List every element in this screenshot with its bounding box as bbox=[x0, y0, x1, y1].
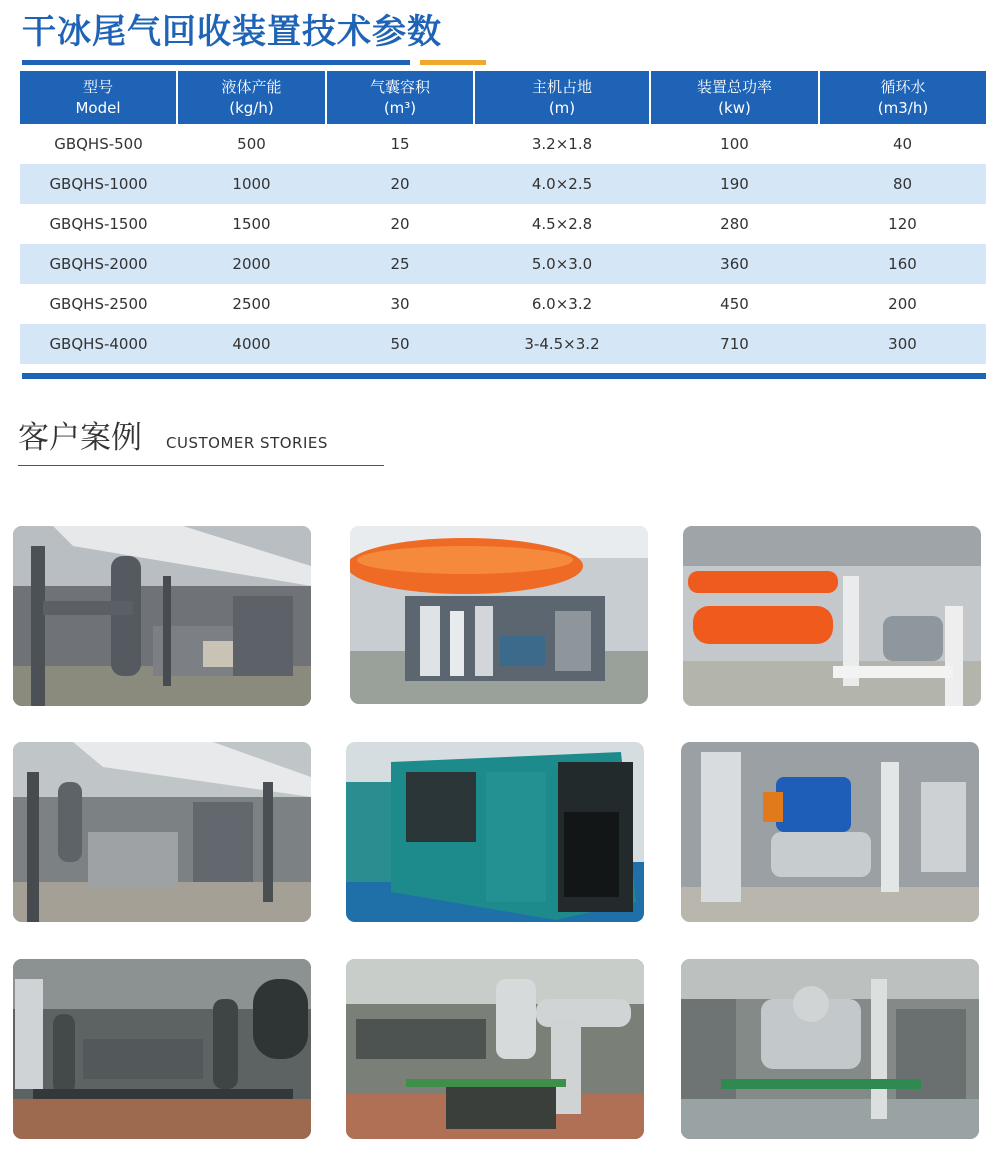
case-photo-4 bbox=[13, 742, 311, 922]
table-header-row bbox=[20, 71, 986, 124]
cell-cooling-water: 300 bbox=[819, 324, 986, 364]
page-title: 干冰尾气回收装置技术参数 bbox=[22, 12, 442, 52]
case-photo-9 bbox=[681, 959, 979, 1139]
cell-model: GBQHS-2000 bbox=[20, 244, 177, 284]
section-subtitle: CUSTOMER STORIES bbox=[166, 434, 328, 452]
col-header-power: 装置总功率 (kw) bbox=[650, 71, 819, 124]
cell-bag-volume: 30 bbox=[390, 295, 410, 313]
section-divider bbox=[18, 465, 384, 466]
cell-model: GBQHS-1500 bbox=[49, 215, 148, 233]
cell-cooling-water: 200 bbox=[888, 295, 917, 313]
title-underline bbox=[22, 60, 410, 65]
cell-footprint: 3-4.5×3.2 bbox=[474, 324, 650, 364]
case-photo-8 bbox=[346, 959, 644, 1139]
col-header-bag-volume: 气囊容积 (m³) bbox=[326, 71, 474, 124]
cell-cooling-water: 80 bbox=[819, 164, 986, 204]
cell-power: 190 bbox=[650, 164, 819, 204]
col-header-capacity: 液体产能 (kg/h) bbox=[177, 71, 326, 124]
table-row bbox=[20, 284, 986, 324]
cell-capacity: 4000 bbox=[177, 324, 326, 364]
cell-bag-volume: 15 bbox=[390, 135, 410, 153]
cell-capacity: 2000 bbox=[177, 244, 326, 284]
case-photo-7 bbox=[13, 959, 311, 1139]
cell-capacity: 1500 bbox=[232, 215, 271, 233]
cell-model: GBQHS-1000 bbox=[20, 164, 177, 204]
cell-footprint: 4.0×2.5 bbox=[474, 164, 650, 204]
cell-bag-volume: 20 bbox=[390, 215, 410, 233]
cell-power: 280 bbox=[720, 215, 749, 233]
cell-power: 450 bbox=[720, 295, 749, 313]
section-title: 客户案例 bbox=[18, 420, 142, 456]
cell-capacity: 2500 bbox=[232, 295, 271, 313]
table-row bbox=[20, 204, 986, 244]
case-photo-2 bbox=[350, 526, 648, 704]
title-underline-accent bbox=[420, 60, 486, 65]
table-row bbox=[20, 244, 986, 284]
cell-power: 100 bbox=[720, 135, 749, 153]
table-row bbox=[20, 164, 986, 204]
col-header-model: 型号 Model bbox=[20, 71, 177, 124]
cell-power: 360 bbox=[650, 244, 819, 284]
col-header-cooling-water: 循环水 (m3/h) bbox=[819, 71, 986, 124]
cell-model: GBQHS-2500 bbox=[49, 295, 148, 313]
case-photo-3 bbox=[683, 526, 981, 706]
cell-bag-volume: 25 bbox=[326, 244, 474, 284]
cell-bag-volume: 20 bbox=[326, 164, 474, 204]
cell-footprint: 3.2×1.8 bbox=[531, 135, 593, 153]
spec-table bbox=[20, 71, 986, 364]
col-header-footprint: 主机占地 (m) bbox=[474, 71, 650, 124]
cell-cooling-water: 160 bbox=[819, 244, 986, 284]
cell-footprint: 4.5×2.8 bbox=[531, 215, 593, 233]
cell-bag-volume: 50 bbox=[326, 324, 474, 364]
case-photo-5 bbox=[346, 742, 644, 922]
cell-capacity: 500 bbox=[237, 135, 266, 153]
cell-capacity: 1000 bbox=[177, 164, 326, 204]
cell-cooling-water: 120 bbox=[888, 215, 917, 233]
cell-footprint: 5.0×3.0 bbox=[474, 244, 650, 284]
table-row bbox=[20, 324, 986, 364]
cell-footprint: 6.0×3.2 bbox=[531, 295, 593, 313]
cell-cooling-water: 40 bbox=[892, 135, 913, 153]
table-bottom-bar bbox=[22, 373, 986, 379]
table-row bbox=[20, 124, 986, 164]
cell-model: GBQHS-500 bbox=[54, 135, 143, 153]
cell-model: GBQHS-4000 bbox=[20, 324, 177, 364]
cell-power: 710 bbox=[650, 324, 819, 364]
case-photo-6 bbox=[681, 742, 979, 922]
case-photo-1 bbox=[13, 526, 311, 706]
